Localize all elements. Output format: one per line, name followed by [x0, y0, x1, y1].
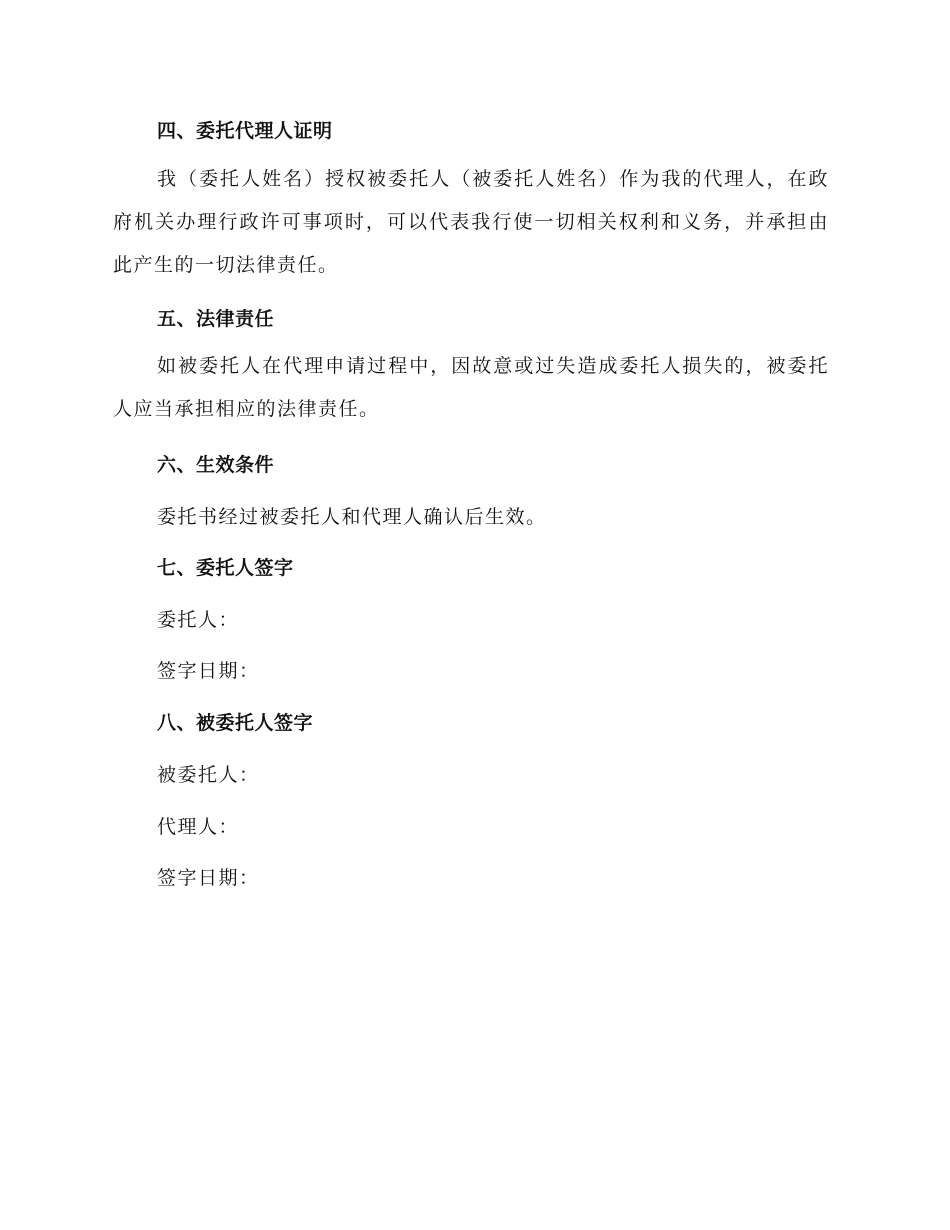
section5-body: 如被委托人在代理申请过程中，因故意或过失造成委托人损失的，被委托人应当承担相应的法律责任。 — [113, 355, 829, 420]
trustee-signature-date-label: 签字日期： — [157, 867, 260, 889]
section4-body: 我（委托人姓名）授权被委托人（被委托人姓名）作为我的代理人，在政府机关办理行政许可事项时，可以代表我行使一切相关权利和义务，并承担由此产生的一切法律责任。 — [113, 168, 829, 276]
agent-signature-label: 代理人： — [157, 816, 240, 838]
trustee-signature-label: 被委托人： — [157, 764, 260, 786]
section4-heading: 四、委托代理人证明 — [157, 120, 333, 142]
section7-heading: 七、委托人签字 — [157, 557, 294, 579]
section5-heading: 五、法律责任 — [157, 308, 275, 330]
section6-heading: 六、生效条件 — [157, 454, 275, 476]
section6-body: 委托书经过被委托人和代理人确认后生效。 — [157, 506, 547, 528]
section8-heading: 八、被委托人签字 — [157, 712, 314, 734]
principal-signature-label: 委托人： — [157, 609, 240, 631]
principal-signature-date-label: 签字日期： — [157, 660, 260, 682]
